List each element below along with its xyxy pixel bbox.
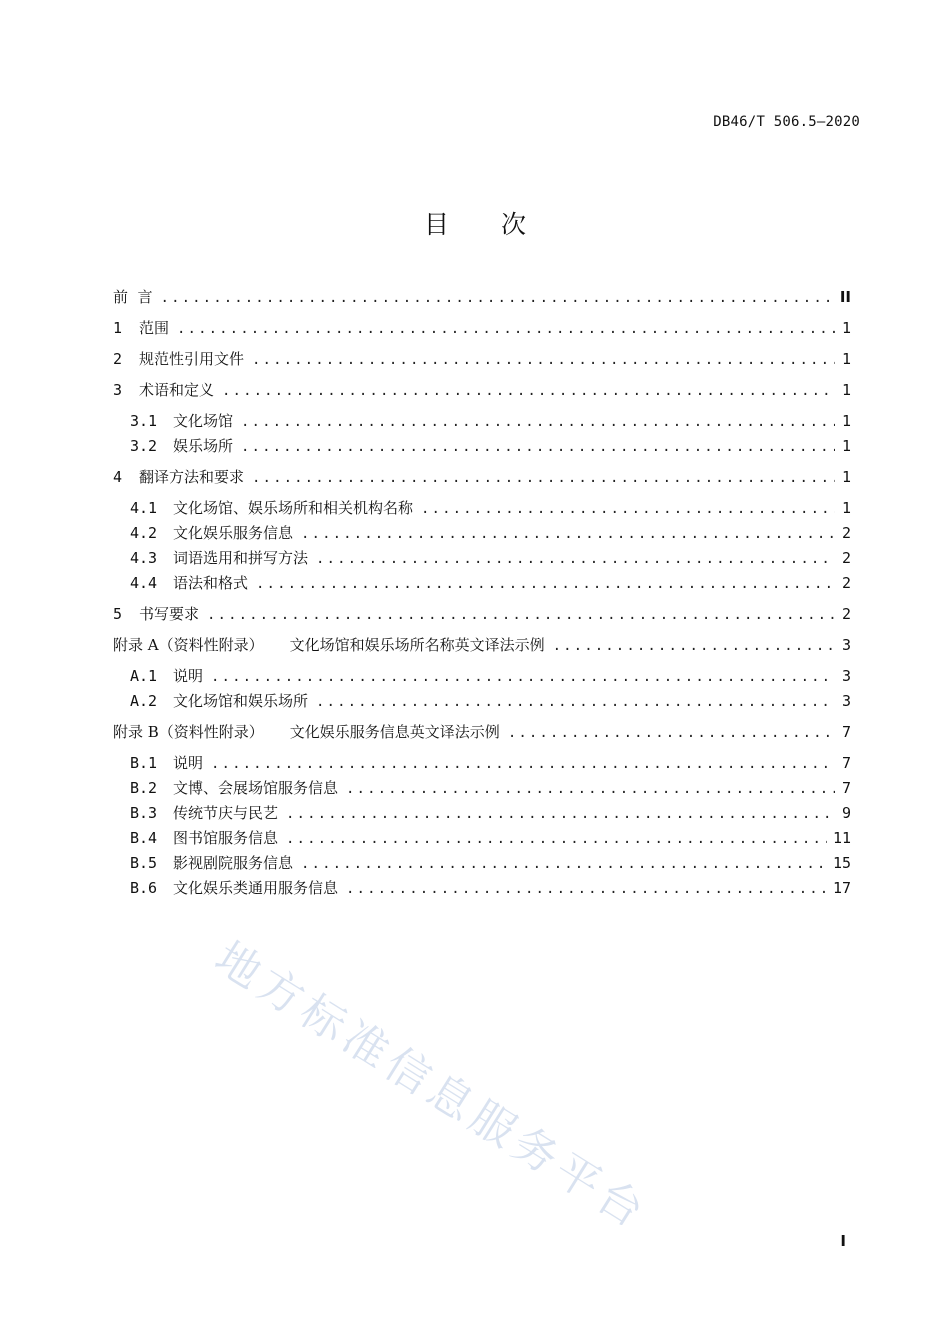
toc-leader	[286, 827, 827, 851]
toc-leader	[346, 877, 827, 901]
toc-leader	[222, 379, 835, 403]
toc-entry-page: 7	[841, 723, 851, 741]
toc-entry-label: 术语和定义	[139, 381, 215, 399]
toc-entry-number: 1	[113, 319, 123, 337]
toc-entry-label: 文化场馆和娱乐场所名称英文译法示例	[289, 636, 545, 654]
toc-entry-number: 4.1	[130, 499, 158, 517]
toc-entry-label: 前 言	[113, 288, 153, 306]
toc-entry-number: 4.2	[130, 524, 158, 542]
toc-entry-number: A.2	[130, 692, 158, 710]
toc-entry-a-2[interactable]	[130, 689, 851, 713]
toc-entry-label: 说明	[173, 667, 204, 685]
toc-entry-number: 3.1	[130, 412, 158, 430]
toc-entry-number: 3	[113, 381, 123, 399]
toc-entry-b-5[interactable]	[130, 851, 851, 875]
toc-entry-3-1[interactable]	[130, 409, 851, 433]
toc-leader	[161, 286, 834, 310]
toc-entry-page: II	[839, 288, 851, 306]
toc-entry-foreword[interactable]	[113, 285, 851, 309]
toc-entry-b-4[interactable]	[130, 826, 851, 850]
toc-leader	[508, 721, 835, 745]
toc-entry-label: 翻译方法和要求	[139, 468, 245, 486]
toc-entry-page: 1	[841, 350, 851, 368]
toc-entry-number: B.2	[130, 779, 158, 797]
footer-page-number: I	[840, 1232, 846, 1250]
toc-entry-number: 4	[113, 468, 123, 486]
toc-entry-label: 说明	[173, 754, 204, 772]
toc-entry-label: 文化娱乐服务信息英文译法示例	[289, 723, 500, 741]
toc-leader	[421, 497, 835, 521]
toc-entry-label: 娱乐场所	[173, 437, 234, 455]
toc-entry-b-1[interactable]	[130, 751, 851, 775]
toc-entry-number: B.1	[130, 754, 158, 772]
toc-entry-1[interactable]	[113, 316, 851, 340]
toc-entry-b-2[interactable]	[130, 776, 851, 800]
toc-entry-number: 3.2	[130, 437, 158, 455]
toc-entry-number: 5	[113, 605, 123, 623]
toc-entry-label: 文博、会展场馆服务信息	[173, 779, 339, 797]
toc-entry-page: 7	[841, 754, 851, 772]
toc-entry-page: 1	[841, 412, 851, 430]
toc-leader	[211, 665, 835, 689]
toc-entry-number: A.1	[130, 667, 158, 685]
toc-entry-number: B.6	[130, 879, 158, 897]
toc-entry-label: 范围	[139, 319, 170, 337]
toc-entry-2[interactable]	[113, 347, 851, 371]
toc-leader	[286, 802, 835, 826]
toc-entry-a-1[interactable]	[130, 664, 851, 688]
toc-entry-label: 文化娱乐服务信息	[173, 524, 294, 542]
toc-entry-number: B.5	[130, 854, 158, 872]
toc-entry-page: 7	[841, 779, 851, 797]
toc-entry-page: 1	[841, 437, 851, 455]
toc-entry-page: 2	[841, 605, 851, 623]
toc-entry-b-3[interactable]	[130, 801, 851, 825]
toc-entry-b-6[interactable]	[130, 876, 851, 900]
toc-entry-page: 17	[832, 879, 851, 897]
toc-entry-4[interactable]	[113, 465, 851, 489]
toc-entry-label: 文化娱乐类通用服务信息	[173, 879, 339, 897]
toc-entry-label: 规范性引用文件	[139, 350, 245, 368]
toc-leader	[211, 752, 835, 776]
toc-entry-4-3[interactable]	[130, 546, 851, 570]
toc-leader	[252, 348, 835, 372]
toc-entry-page: 11	[832, 829, 851, 847]
toc-leader	[316, 547, 835, 571]
toc-entry-label: 影视剧院服务信息	[173, 854, 294, 872]
toc-leader	[207, 603, 835, 627]
toc-entry-label: 传统节庆与民艺	[173, 804, 279, 822]
toc-entry-label: 文化场馆和娱乐场所	[173, 692, 309, 710]
standard-code: DB46/T 506.5—2020	[713, 114, 860, 130]
toc-leader	[346, 777, 835, 801]
toc-entry-page: 2	[841, 549, 851, 567]
toc-leader	[177, 317, 835, 341]
toc-leader	[241, 410, 835, 434]
toc-entry-label: 语法和格式	[173, 574, 249, 592]
watermark: 地方标准信息服务平台	[206, 932, 658, 1241]
toc-entry-label: 文化场馆、娱乐场所和相关机构名称	[173, 499, 414, 517]
toc-entry-5[interactable]	[113, 602, 851, 626]
toc-entry-4-1[interactable]	[130, 496, 851, 520]
toc-entry-page: 1	[841, 319, 851, 337]
toc-leader	[252, 466, 835, 490]
toc-leader	[256, 572, 835, 596]
toc-entry-number: 2	[113, 350, 123, 368]
toc-leader	[241, 435, 835, 459]
toc-leader	[301, 852, 827, 876]
toc-entry-page: 2	[841, 574, 851, 592]
toc-entry-page: 2	[841, 524, 851, 542]
toc-entry-number: B.4	[130, 829, 158, 847]
toc-leader	[316, 690, 835, 714]
toc-entry-label: 书写要求	[139, 605, 200, 623]
toc-entry-appendix-b[interactable]	[113, 720, 851, 744]
toc-entry-page: 3	[841, 667, 851, 685]
toc-entry-4-2[interactable]	[130, 521, 851, 545]
toc-entry-appendix-a[interactable]	[113, 633, 851, 657]
toc-entry-3[interactable]	[113, 378, 851, 402]
toc-entry-page: 9	[841, 804, 851, 822]
toc-leader	[553, 634, 835, 658]
page-title: 目 次	[424, 210, 548, 239]
toc-leader	[301, 522, 835, 546]
toc-entry-page: 3	[841, 692, 851, 710]
toc-appendix-prefix: 附录 B（资料性附录）	[113, 723, 264, 741]
toc-entry-number: B.3	[130, 804, 158, 822]
toc-entry-page: 1	[841, 499, 851, 517]
toc-entry-page: 3	[841, 636, 851, 654]
toc-entry-page: 1	[841, 468, 851, 486]
toc-entry-label: 词语选用和拼写方法	[173, 549, 309, 567]
toc-entry-number: 4.4	[130, 574, 158, 592]
toc-entry-3-2[interactable]	[130, 434, 851, 458]
toc-entry-label: 文化场馆	[173, 412, 234, 430]
toc-entry-label: 图书馆服务信息	[173, 829, 279, 847]
toc-entry-4-4[interactable]	[130, 571, 851, 595]
toc-entry-number: 4.3	[130, 549, 158, 567]
toc-entry-page: 15	[832, 854, 851, 872]
toc-appendix-prefix: 附录 A（资料性附录）	[113, 636, 264, 654]
toc-entry-page: 1	[841, 381, 851, 399]
